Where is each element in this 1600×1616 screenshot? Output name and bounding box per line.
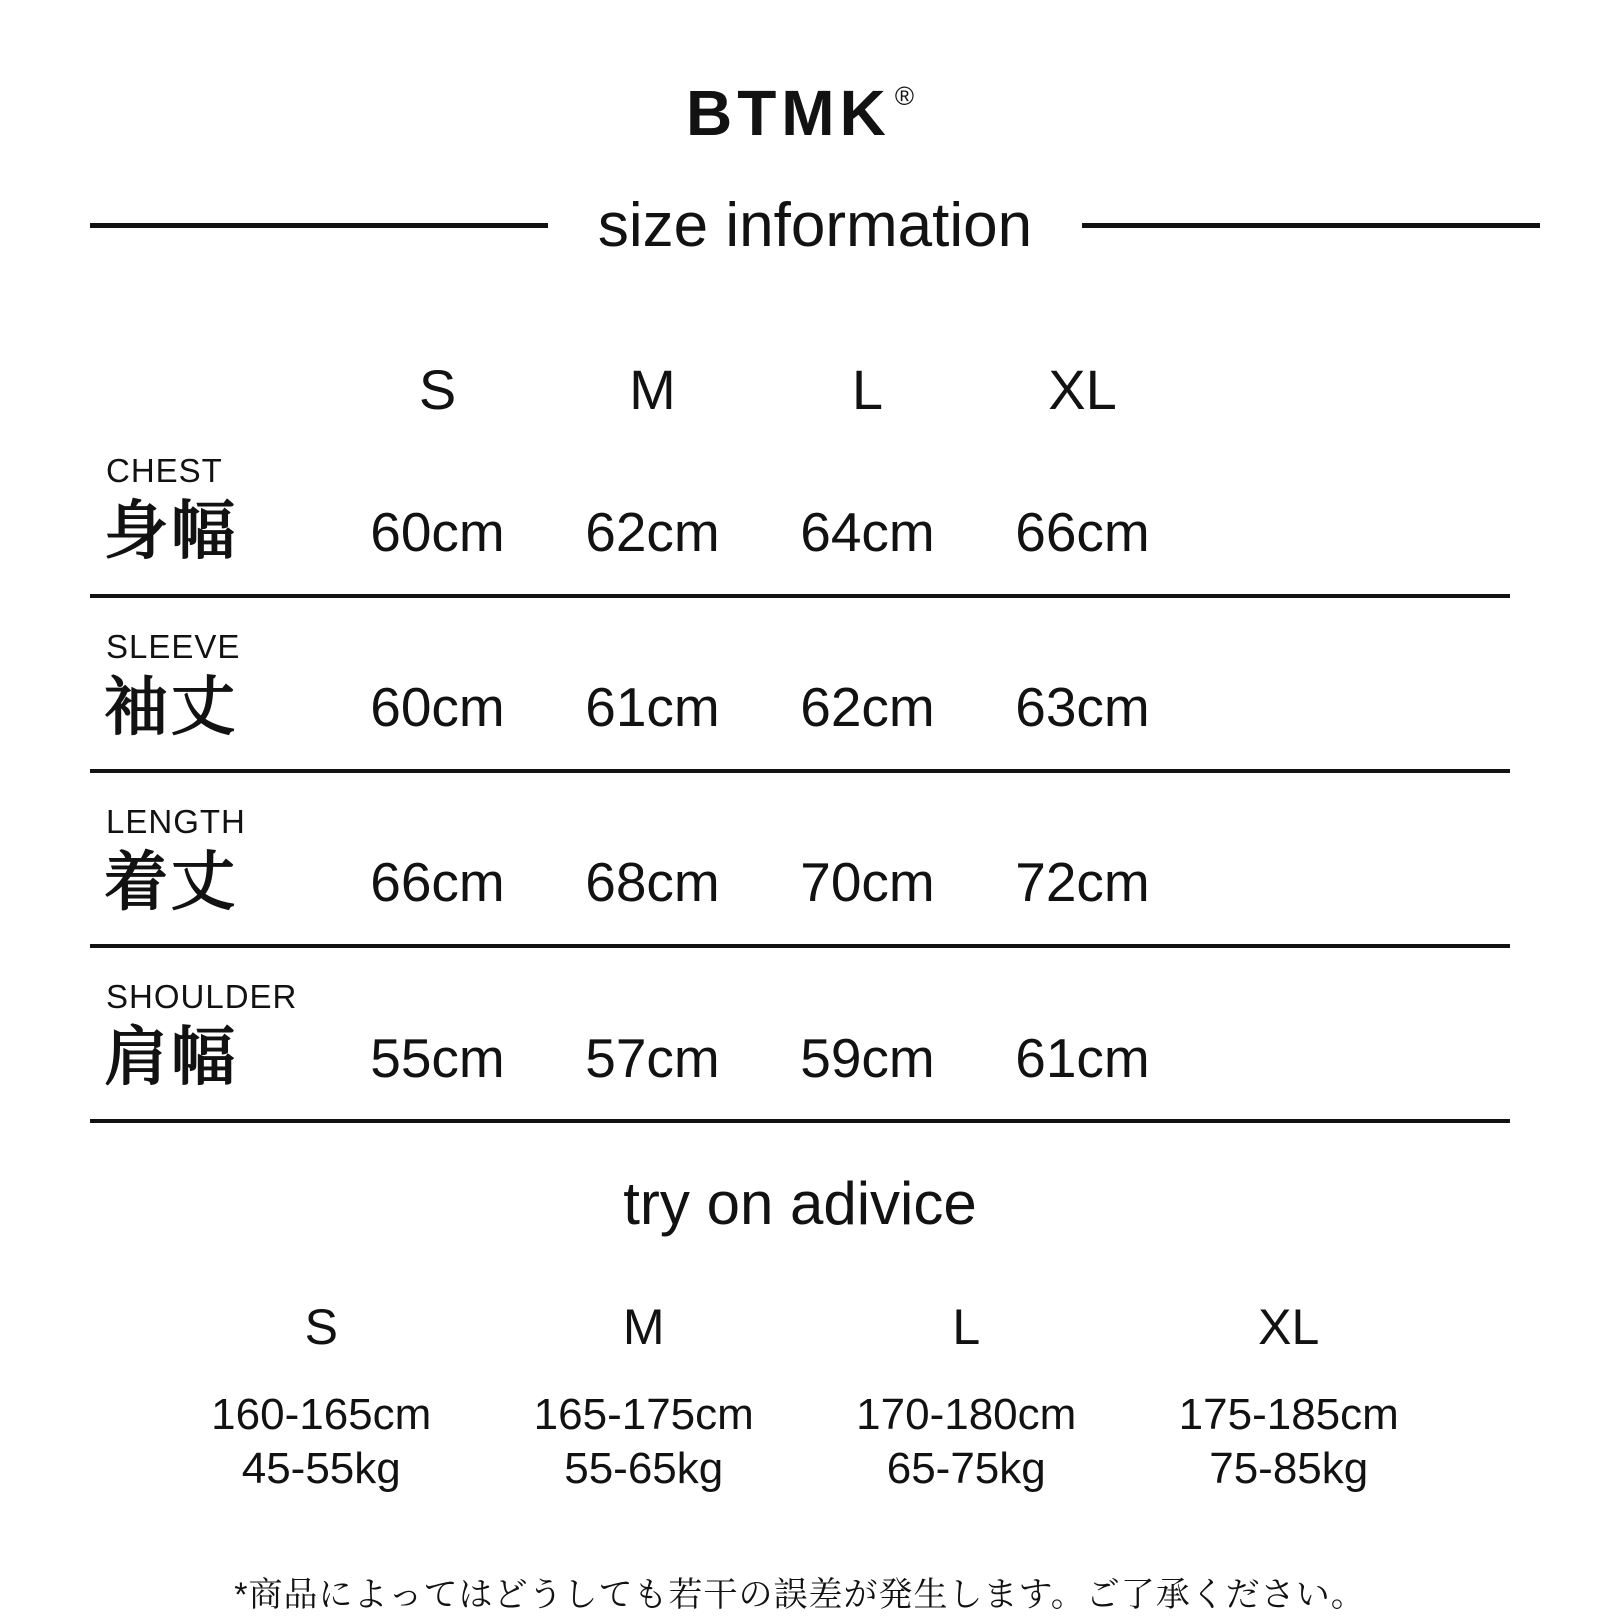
advice-col-s	[160, 1298, 483, 1495]
row-label-jp-sleeve: 袖丈	[104, 670, 238, 743]
row-label-jp-chest: 身幅	[104, 495, 238, 568]
table-row-length	[90, 773, 1510, 948]
advice-size-m: M	[622, 1299, 665, 1356]
registered-trademark-symbol: ®	[894, 81, 914, 111]
footnote: *商品によってはどうしても若干の誤差が発生します。ご了承ください。	[234, 1576, 1366, 1615]
shoulder-value-xl: 61cm	[1015, 1026, 1150, 1089]
sleeve-value-m: 61cm	[585, 676, 720, 739]
advice-range-xl	[1128, 1388, 1451, 1495]
advice-col-xl	[1128, 1298, 1451, 1495]
advice-weight-l: 65-75kg	[886, 1443, 1046, 1493]
row-label-en-chest: CHEST	[106, 452, 223, 490]
size-table-header	[90, 357, 1510, 422]
advice-size-s: S	[304, 1299, 338, 1356]
advice-grid	[160, 1298, 1450, 1495]
table-row-shoulder	[90, 948, 1510, 1123]
sleeve-value-l: 62cm	[800, 676, 935, 739]
advice-height-m: 165-175cm	[533, 1390, 754, 1440]
page-title: size information	[597, 191, 1033, 261]
shoulder-value-m: 57cm	[585, 1026, 720, 1089]
length-value-m: 68cm	[585, 851, 720, 914]
label-column-spacer	[90, 357, 330, 422]
advice-height-l: 170-180cm	[856, 1390, 1077, 1440]
sleeve-value-xl: 63cm	[1015, 676, 1150, 739]
header-trailing-spacer	[1190, 357, 1510, 422]
advice-weight-m: 55-65kg	[564, 1443, 724, 1493]
shoulder-value-s: 55cm	[370, 1026, 505, 1089]
chest-value-l: 64cm	[800, 500, 935, 563]
column-header-l: L	[851, 358, 884, 422]
chest-value-s: 60cm	[370, 500, 505, 563]
row-values-chest	[90, 495, 1510, 568]
advice-weight-xl: 75-85kg	[1209, 1443, 1369, 1493]
chest-value-xl: 66cm	[1015, 500, 1150, 563]
sleeve-value-s: 60cm	[370, 676, 505, 739]
row-label-en-shoulder: SHOULDER	[106, 977, 298, 1015]
advice-height-xl: 175-185cm	[1178, 1390, 1399, 1440]
column-header-m: M	[629, 358, 676, 422]
advice-size-l: L	[952, 1299, 981, 1356]
row-label-en-length: LENGTH	[106, 802, 246, 840]
title-right-rule	[1082, 223, 1540, 228]
advice-range-s	[160, 1388, 483, 1495]
row-label-jp-shoulder: 肩幅	[104, 1020, 238, 1093]
size-table	[90, 357, 1510, 1123]
length-value-xl: 72cm	[1015, 851, 1150, 914]
column-header-s: S	[418, 358, 457, 422]
table-row-chest	[90, 422, 1510, 597]
chest-value-m: 62cm	[585, 500, 720, 563]
row-label-jp-length: 着丈	[104, 845, 238, 918]
title-left-rule	[90, 223, 548, 228]
advice-size-xl: XL	[1258, 1299, 1320, 1356]
advice-range-l	[805, 1388, 1128, 1495]
advice-height-s: 160-165cm	[211, 1390, 432, 1440]
advice-title: try on adivice	[623, 1170, 977, 1238]
row-values-length	[90, 845, 1510, 918]
brand-header	[0, 0, 1600, 148]
row-values-shoulder	[90, 1020, 1510, 1093]
advice-weight-s: 45-55kg	[241, 1443, 401, 1493]
shoulder-value-l: 59cm	[800, 1026, 935, 1089]
brand-name: BTMK	[685, 77, 891, 149]
row-values-sleeve	[90, 670, 1510, 743]
advice-col-l	[805, 1298, 1128, 1495]
length-value-l: 70cm	[800, 851, 935, 914]
section-title-row	[90, 190, 1540, 261]
advice-col-m	[483, 1298, 806, 1495]
row-label-en-sleeve: SLEEVE	[106, 627, 241, 665]
table-row-sleeve	[90, 598, 1510, 773]
column-header-xl: XL	[1048, 358, 1117, 422]
advice-range-m	[483, 1388, 806, 1495]
length-value-s: 66cm	[370, 851, 505, 914]
